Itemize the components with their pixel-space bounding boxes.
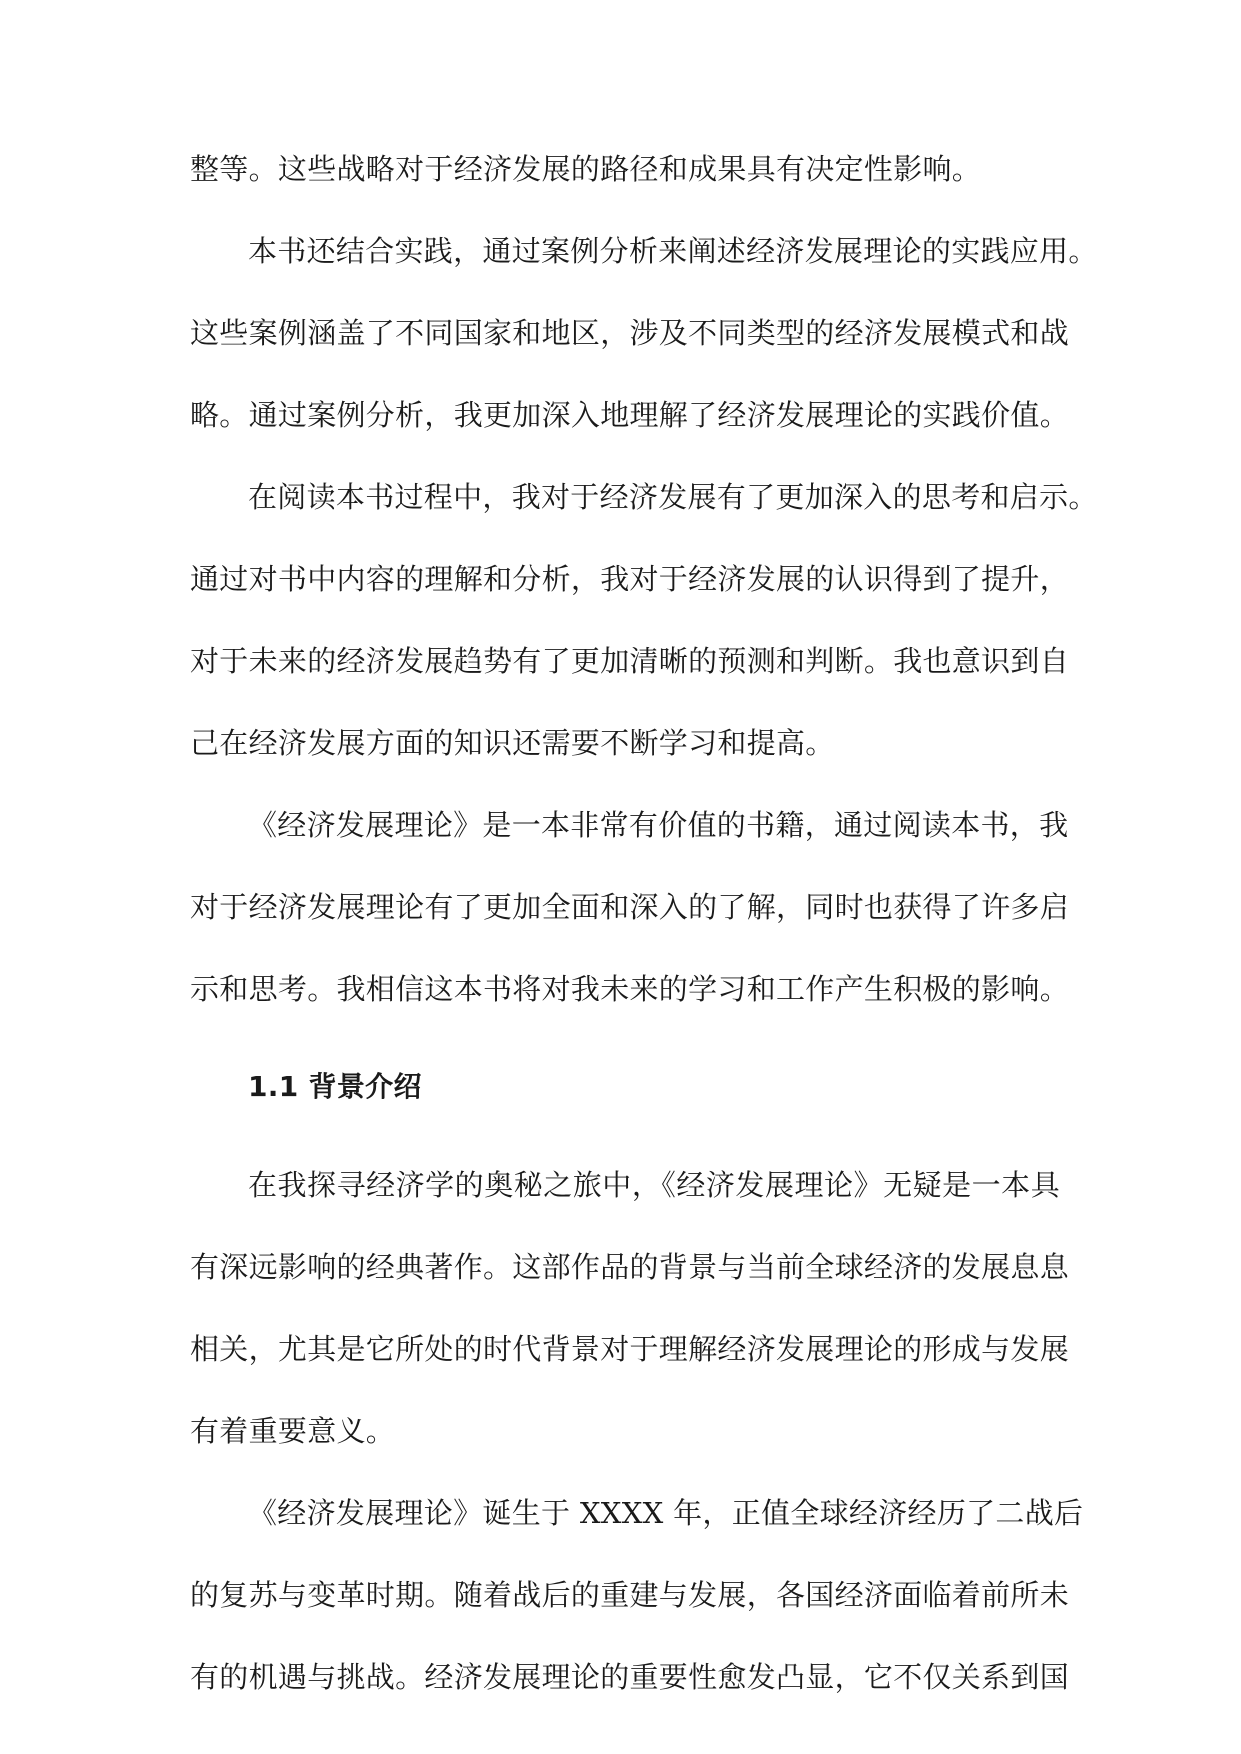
section-heading: 1.1 背景介绍 xyxy=(248,1070,422,1103)
text-line: 在阅读本书过程中，我对于经济发展有了更加深入的思考和启示。 xyxy=(248,480,1098,514)
text-line: 有的机遇与挑战。经济发展理论的重要性愈发凸显，它不仅关系到国 xyxy=(190,1660,1070,1694)
text-line: 整等。这些战略对于经济发展的路径和成果具有决定性影响。 xyxy=(190,152,982,186)
text-line: 本书还结合实践，通过案例分析来阐述经济发展理论的实践应用。 xyxy=(248,234,1098,268)
text-line: 《经济发展理论》诞生于 XXXX 年，正值全球经济经历了二战后 xyxy=(248,1496,1084,1530)
text-line: 通过对书中内容的理解和分析，我对于经济发展的认识得到了提升， xyxy=(190,562,1070,596)
text-line: 略。通过案例分析，我更加深入地理解了经济发展理论的实践价值。 xyxy=(190,398,1070,432)
text-line: 对于未来的经济发展趋势有了更加清晰的预测和判断。我也意识到自 xyxy=(190,644,1070,678)
text-line: 的复苏与变革时期。随着战后的重建与发展，各国经济面临着前所未 xyxy=(190,1578,1070,1612)
text-line: 在我探寻经济学的奥秘之旅中，《经济发展理论》无疑是一本具 xyxy=(248,1168,1060,1202)
text-line: 己在经济发展方面的知识还需要不断学习和提高。 xyxy=(190,726,835,760)
text-line: 有深远影响的经典著作。这部作品的背景与当前全球经济的发展息息 xyxy=(190,1250,1070,1284)
paragraph xyxy=(190,222,1098,468)
paragraph xyxy=(190,1484,1084,1730)
text-line: 相关，尤其是它所处的时代背景对于理解经济发展理论的形成与发展 xyxy=(190,1332,1070,1366)
text-line: 有着重要意义。 xyxy=(190,1414,396,1448)
text-line: 《经济发展理论》是一本非常有价值的书籍，通过阅读本书，我 xyxy=(248,808,1069,842)
paragraph xyxy=(190,468,1098,796)
paragraph xyxy=(190,1156,1070,1484)
document-body xyxy=(190,140,1098,1730)
paragraph xyxy=(190,796,1070,1042)
paragraph xyxy=(190,140,1060,222)
text-line: 这些案例涵盖了不同国家和地区，涉及不同类型的经济发展模式和战 xyxy=(190,316,1070,350)
text-line: 对于经济发展理论有了更加全面和深入的了解，同时也获得了许多启 xyxy=(190,890,1070,924)
text-line: 示和思考。我相信这本书将对我未来的学习和工作产生积极的影响。 xyxy=(190,972,1070,1006)
